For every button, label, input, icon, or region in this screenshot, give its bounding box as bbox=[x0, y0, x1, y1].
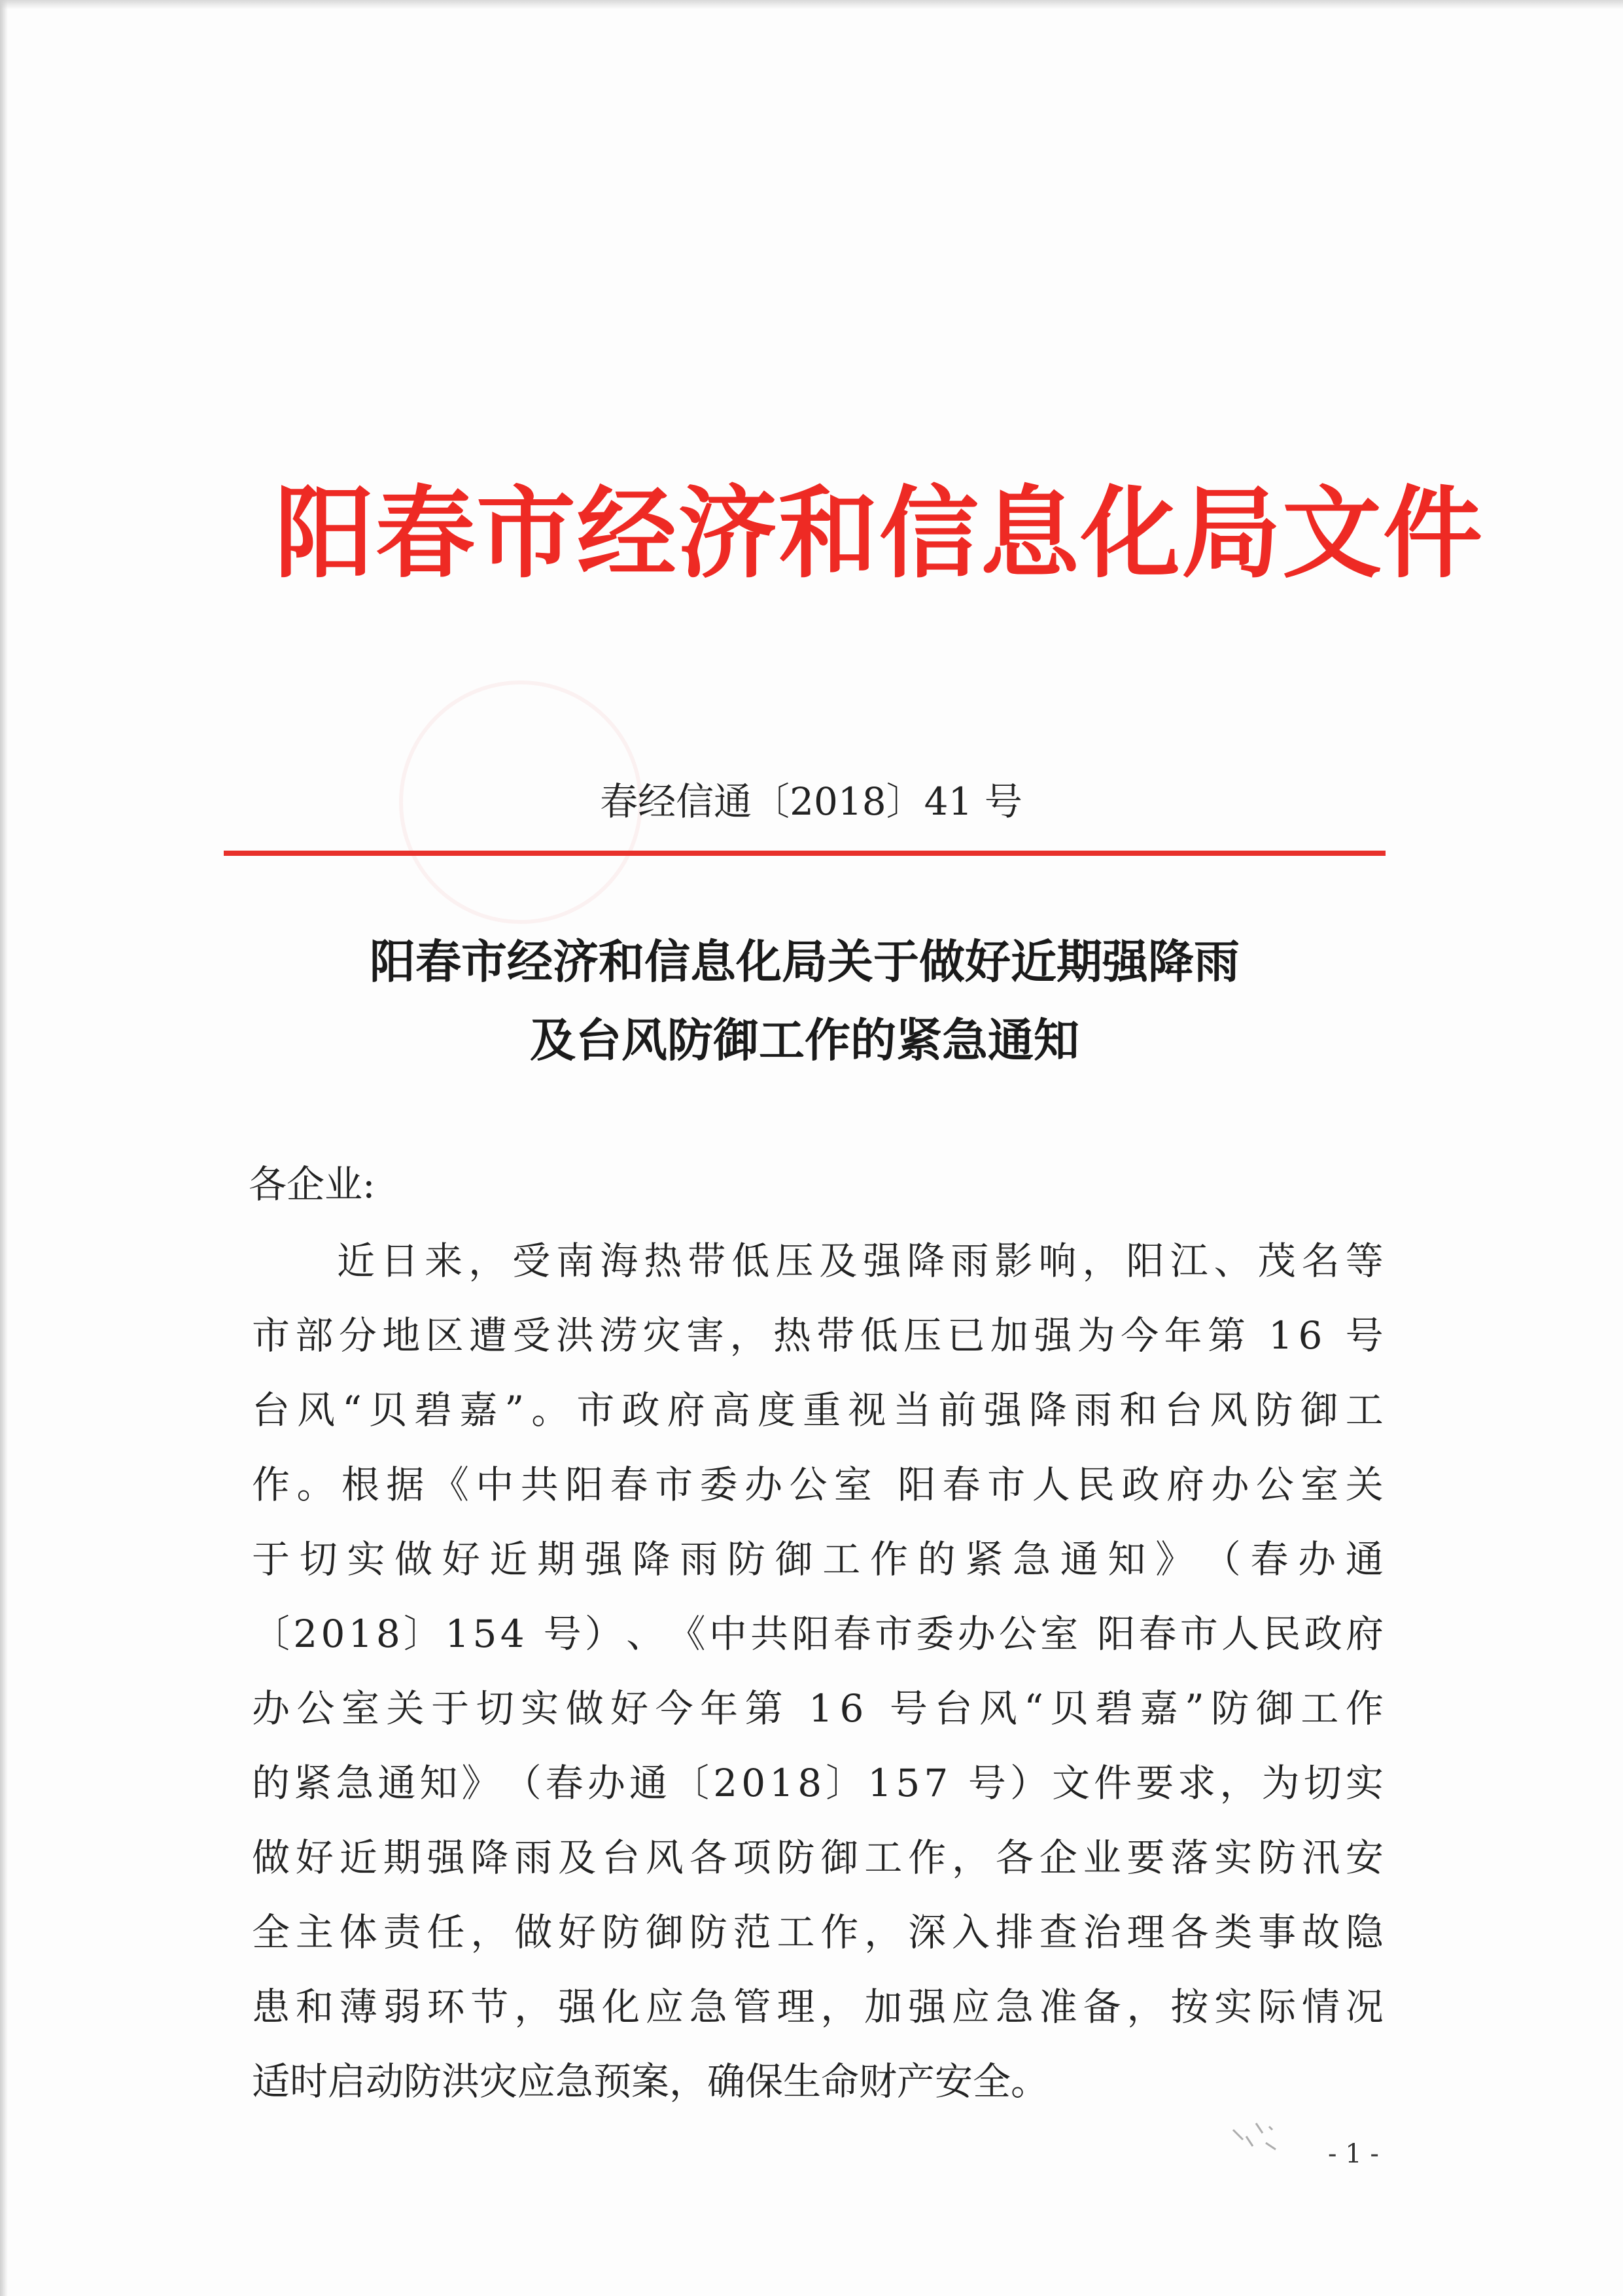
body-paragraph bbox=[252, 1224, 1384, 2119]
body-line: 适时启动防洪灾应急预案，确保生命财产安全。 bbox=[252, 2059, 1049, 2104]
salutation: 各企业: bbox=[249, 1162, 375, 1207]
red-header-title: 阳春市经济和信息化局文件 bbox=[275, 474, 1484, 592]
document-title-line-2: 及台风防御工作的紧急通知 bbox=[530, 1013, 1079, 1067]
body-line: 做 好 近 期 强 降 雨 及 台 风 各 项 防 御 工 作 ， 各 企 业 要 落 实 防 汛 安 bbox=[252, 1835, 1384, 1880]
body-line: 患 和 薄 弱 环 节 ， 强 化 应 急 管 理 ， 加 强 应 急 准 备 ， 按 实 际 情 况 bbox=[252, 1985, 1384, 2029]
body-line: 的 紧 急 通 知 》 （ 春 办 通 〔 2 0 1 8 〕 1 5 7 号 ） 文 件 要 求 ， 为 切 实 bbox=[252, 1761, 1384, 1805]
scan-smudge-mark bbox=[1230, 2117, 1289, 2156]
scan-edge-left bbox=[0, 0, 8, 2296]
body-line: 〔 2 0 1 8 〕 1 5 4 号 ） 、 《 中 共 阳 春 市 委 办 公 室 阳 春 市 人 民 政 府 bbox=[252, 1612, 1384, 1656]
body-line: 全 主 体 责 任 ， 做 好 防 御 防 范 工 作 ， 深 入 排 查 治 理 各 类 事 故 隐 bbox=[252, 1910, 1384, 1954]
document-title-line-1: 阳春市经济和信息化局关于做好近期强降雨 bbox=[370, 934, 1240, 989]
document-title bbox=[222, 923, 1387, 1080]
page-number: - 1 - bbox=[1328, 2139, 1379, 2169]
body-line: 作 。 根 据 《 中 共 阳 春 市 委 办 公 室 阳 春 市 人 民 政 府 办 公 室 关 bbox=[252, 1462, 1384, 1507]
document-number: 春经信通〔2018〕41 号 bbox=[600, 779, 1022, 824]
body-line: 市 部 分 地 区 遭 受 洪 涝 灾 害 ， 热 带 低 压 已 加 强 为 今 年 第 1 6 号 bbox=[252, 1313, 1384, 1358]
body-line: 于 切 实 做 好 近 期 强 降 雨 防 御 工 作 的 紧 急 通 知 》 （ 春 办 通 bbox=[252, 1537, 1384, 1581]
body-line: 台 风 “ 贝 碧 嘉 ” 。 市 政 府 高 度 重 视 当 前 强 降 雨 和 台 风 防 御 工 bbox=[252, 1388, 1384, 1432]
scan-edge-top bbox=[0, 0, 1623, 9]
body-line: 办 公 室 关 于 切 实 做 好 今 年 第 1 6 号 台 风 “ 贝 碧 嘉 ” 防 御 工 作 bbox=[252, 1686, 1384, 1731]
body-line: 近 日 来 ， 受 南 海 热 带 低 压 及 强 降 雨 影 响 ， 阳 江 、 茂 名 等 bbox=[337, 1239, 1384, 1283]
red-divider-rule bbox=[224, 851, 1386, 856]
